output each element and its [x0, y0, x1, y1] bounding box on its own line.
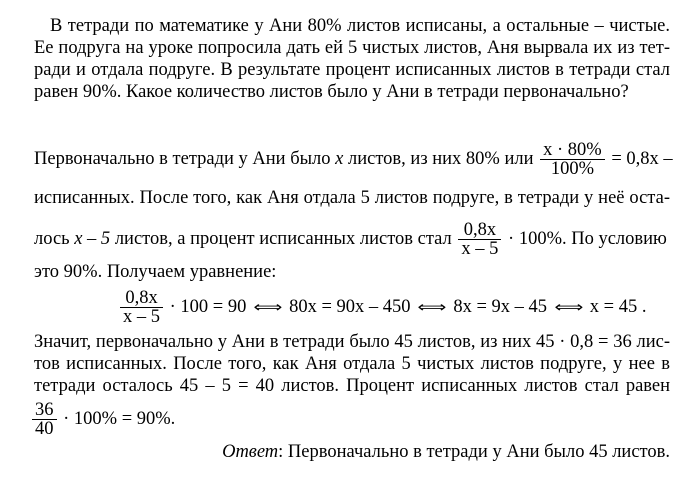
- fraction-numerator: x · 80%: [540, 141, 605, 160]
- solution-text: Первоначально в тетради у Ани было: [34, 148, 331, 169]
- solution-line-4: это 90%. Получаем уравнение:: [34, 262, 277, 282]
- fraction-denominator: 40: [35, 419, 54, 439]
- fraction-numerator: 0,8x: [458, 221, 501, 240]
- solution-line-5: [34, 331, 670, 353]
- equivalence-arrow-icon: ⟺: [417, 297, 447, 316]
- problem-line-2: Ее подруга на уроке попросила дать ей 5 чистых листов, Аня вырвала их из тет-: [34, 38, 670, 58]
- solution-text: тетради осталось: [34, 376, 173, 396]
- fraction-percent-written: [458, 221, 501, 258]
- equivalence-arrow-icon: ⟺: [253, 297, 283, 316]
- problem-line-1: В тетради по математике у Ани 80% листов исписаны, а остальные – чистые.: [50, 16, 670, 36]
- equation-part: 8x = 9x – 45: [453, 296, 548, 317]
- problem-line-3: ради и отдала подруге. В результате процент исписанных листов в тетради стал: [34, 60, 670, 80]
- solution-text: листов, из них 80% или: [348, 148, 534, 169]
- problem-line-4: равен 90%. Какое количество листов было у Ани в тетради первоначально?: [34, 82, 629, 102]
- equation-result: x = 45 .: [589, 296, 647, 317]
- solution-text: листов, а процент исписанных листов стал: [114, 228, 452, 249]
- equivalence-arrow-icon: ⟺: [553, 297, 583, 316]
- solution-text: · 100% = 90%.: [63, 408, 176, 429]
- solution-text: = 0,8x –: [611, 148, 673, 169]
- equation-part: 80x = 90x – 450: [289, 296, 411, 317]
- answer-colon: :: [278, 442, 284, 462]
- fraction-denominator: 100%: [550, 159, 594, 179]
- answer-line: [222, 441, 670, 463]
- solution-line-1: [34, 141, 673, 178]
- solution-line-7: [34, 375, 670, 397]
- variable-x: x: [335, 148, 344, 169]
- solution-expression: 45 · 0,8 = 36 лис-: [536, 332, 671, 352]
- solution-text: лось: [34, 228, 70, 249]
- equation-fraction: [120, 289, 163, 326]
- fraction-numerator: 36: [32, 401, 57, 420]
- solution-line-6: тов исписанных. После того, как Аня отдала 5 чистых листов подруге, у нее в: [34, 354, 670, 374]
- solution-text: листов. Процент исписанных листов стал равен: [281, 376, 671, 396]
- equation-part: · 100 = 90: [169, 296, 247, 317]
- equation: [118, 289, 646, 326]
- expression-x-minus-5: x – 5: [74, 228, 111, 249]
- fraction-80-percent: [540, 141, 605, 178]
- answer-label: Ответ: [222, 442, 279, 462]
- solution-text: Значит, первоначально у Ани в тетради было 45 листов, из них: [34, 332, 532, 352]
- fraction-denominator: x – 5: [123, 307, 160, 327]
- fraction-denominator: x – 5: [461, 239, 499, 259]
- solution-expression: 45 – 5 = 40: [179, 376, 275, 396]
- fraction-36-40: [32, 401, 57, 438]
- solution-text: · 100%. По условию: [508, 228, 667, 249]
- solution-line-8: [30, 401, 175, 438]
- answer-text: Первоначально в тетради у Ани было 45 листов.: [287, 442, 670, 462]
- solution-line-2: исписанных. После того, как Аня отдала 5 листов подруге, в тетради у неё оста-: [34, 188, 670, 208]
- fraction-numerator: 0,8x: [120, 289, 163, 308]
- solution-line-3: [34, 221, 667, 258]
